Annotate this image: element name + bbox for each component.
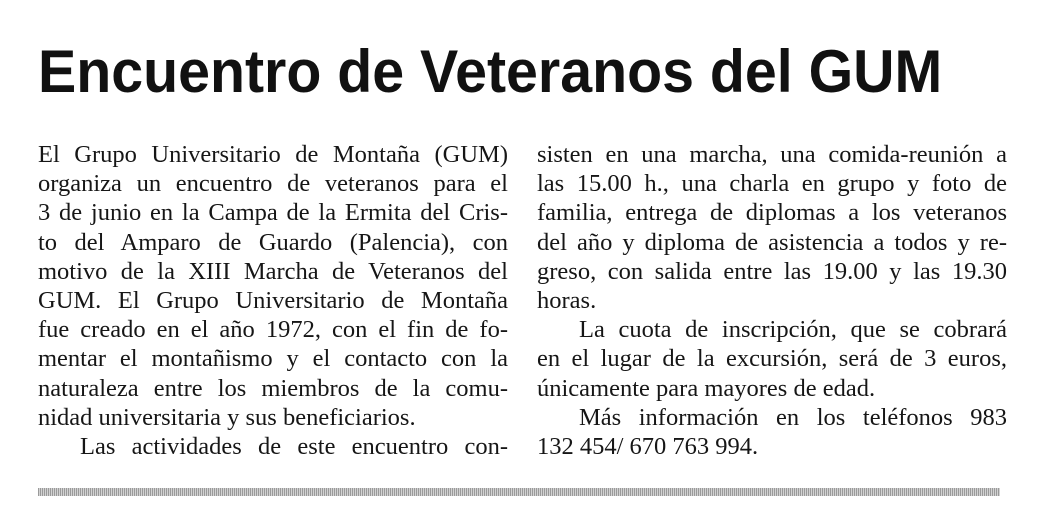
body-text-line: El Grupo Universitario de Montaña (GUM)	[38, 141, 508, 168]
body-text-line: motivo de la XIII Marcha de Veteranos del	[38, 257, 508, 285]
body-text-line: GUM. El Grupo Universitario de Montaña	[38, 286, 508, 314]
body-text-line: 132 454/ 670 763 994.	[537, 432, 759, 460]
body-text-line: del año y diploma de asistencia a todos y re-	[537, 228, 1007, 256]
bottom-divider-rule	[38, 488, 1000, 496]
body-text-line: las 15.00 h., una charla en grupo y foto de	[537, 170, 1007, 198]
body-text-line: to del Amparo de Guardo (Palencia), con	[38, 228, 508, 256]
article-column-right	[537, 140, 1007, 461]
body-text-line: 3 de junio en la Campa de la Ermita del Cris-	[38, 199, 508, 227]
body-text-line: fue creado en el año 1972, con el fin de fo-	[38, 316, 508, 344]
body-text-line: mentar el montañismo y el contacto con la	[38, 345, 508, 373]
article-headline: Encuentro de Veteranos del GUM	[38, 38, 943, 105]
body-text-line: Las actividades de este encuentro con-	[80, 432, 508, 460]
body-text-line: La cuota de inscripción, que se cobrará	[579, 316, 1007, 344]
body-text-line: greso, con salida entre las 19.00 y las 19.30	[537, 257, 1007, 285]
body-text-line: Más información en los teléfonos 983	[579, 403, 1007, 431]
body-text-line: familia, entrega de diplomas a los veteranos	[537, 199, 1007, 227]
body-text-line: nidad universitaria y sus beneficiarios.	[38, 403, 416, 431]
body-text-line: en el lugar de la excursión, será de 3 euros,	[537, 345, 1007, 373]
body-text-line: organiza un encuentro de veteranos para el	[38, 170, 508, 198]
body-text-line: naturaleza entre los miembros de la comu-	[38, 374, 508, 402]
body-text-line: únicamente para mayores de edad.	[537, 374, 876, 402]
body-text-line: sisten en una marcha, una comida-reunión a	[537, 141, 1007, 168]
article-column-left	[38, 140, 508, 461]
body-text-line: horas.	[537, 286, 597, 314]
